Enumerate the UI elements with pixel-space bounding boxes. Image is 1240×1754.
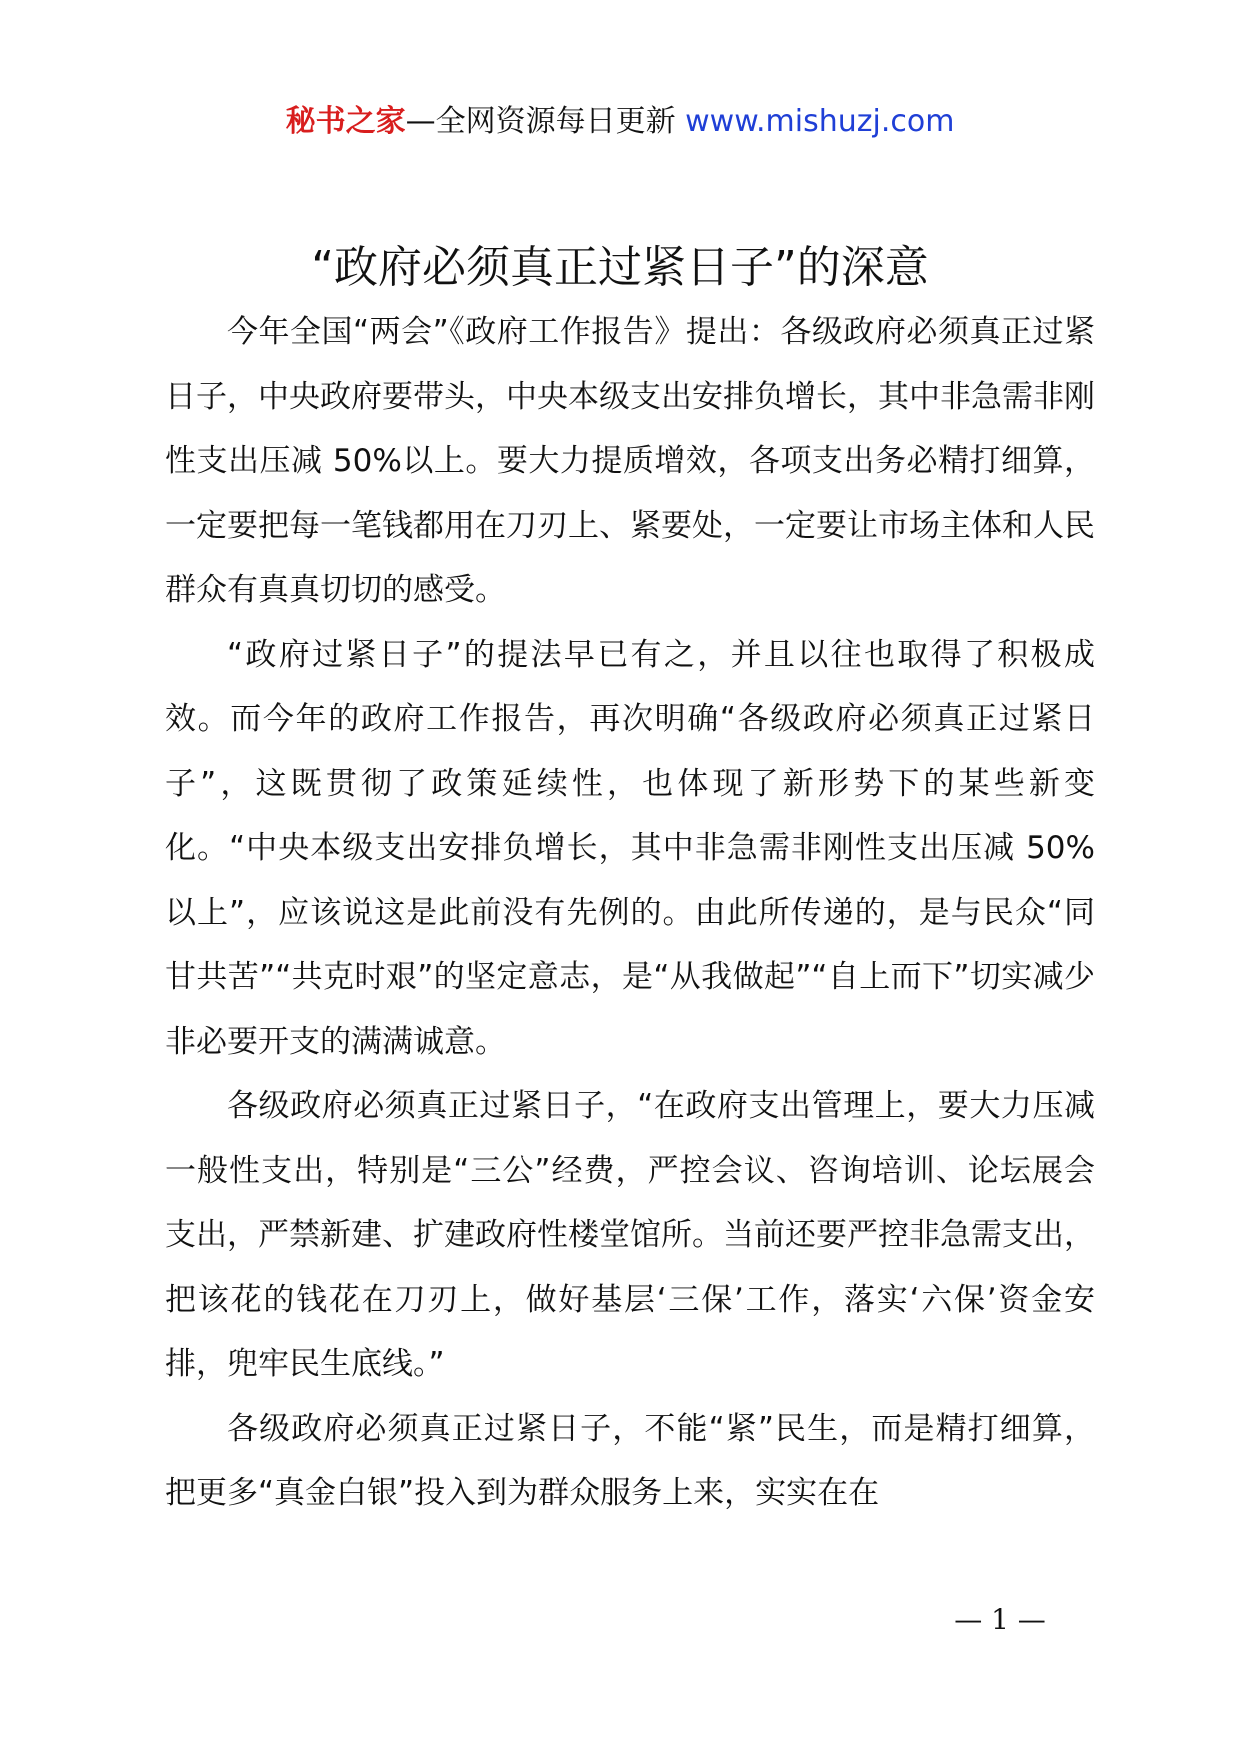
page-number: — 1 — <box>954 1603 1046 1636</box>
paragraph-2: “政府过紧日子”的提法早已有之，并且以往也取得了积极成效。而今年的政府工作报告，再次明确“各级政府必须真正过紧日子”，这既贯彻了政策延续性，也体现了新形势下的某些新变化。“中央本级支出安排负增长，其中非急需非刚性支出压减 50%以上”，应该说这是此前没有先例的。由此所传递的，是与民众“同甘共苦”“共克时艰”的坚定意志，是“从我做起”“自上而下”切实减少非必要开支的满满诚意。 <box>165 636 1095 1060</box>
paragraph-1: 今年全国“两会”《政府工作报告》提出：各级政府必须真正过紧日子，中央政府要带头，中央本级支出安排负增长，其中非急需非刚性支出压减 50%以上。要大力提质增效，各项支出务必精打细算，一定要把每一笔钱都用在刀刃上、紧要处，一定要让市场主体和人民群众有真真切切的感受。 <box>165 314 1095 608</box>
site-header <box>0 100 1240 144</box>
paragraph-4: 各级政府必须真正过紧日子，不能“紧”民生，而是精打细算，把更多“真金白银”投入到为群众服务上来，实实在在 <box>165 1410 1095 1511</box>
document-title: “政府必须真正过紧日子”的深意 <box>311 242 929 293</box>
paragraph-3: 各级政府必须真正过紧日子，“在政府支出管理上，要大力压减一般性支出，特别是“三公”经费，严控会议、咨询培训、论坛展会支出，严禁新建、扩建政府性楼堂馆所。当前还要严控非急需支出，把该花的钱花在刀刃上，做好基层‘三保’工作，落实‘六保’资金安排，兜牢民生底线。” <box>165 1088 1095 1382</box>
site-tagline: —全网资源每日更新 <box>405 104 676 139</box>
site-brand: 秘书之家 <box>285 104 406 139</box>
document-body <box>165 300 1095 1526</box>
site-url-link[interactable]: www.mishuzj.com <box>685 104 955 139</box>
